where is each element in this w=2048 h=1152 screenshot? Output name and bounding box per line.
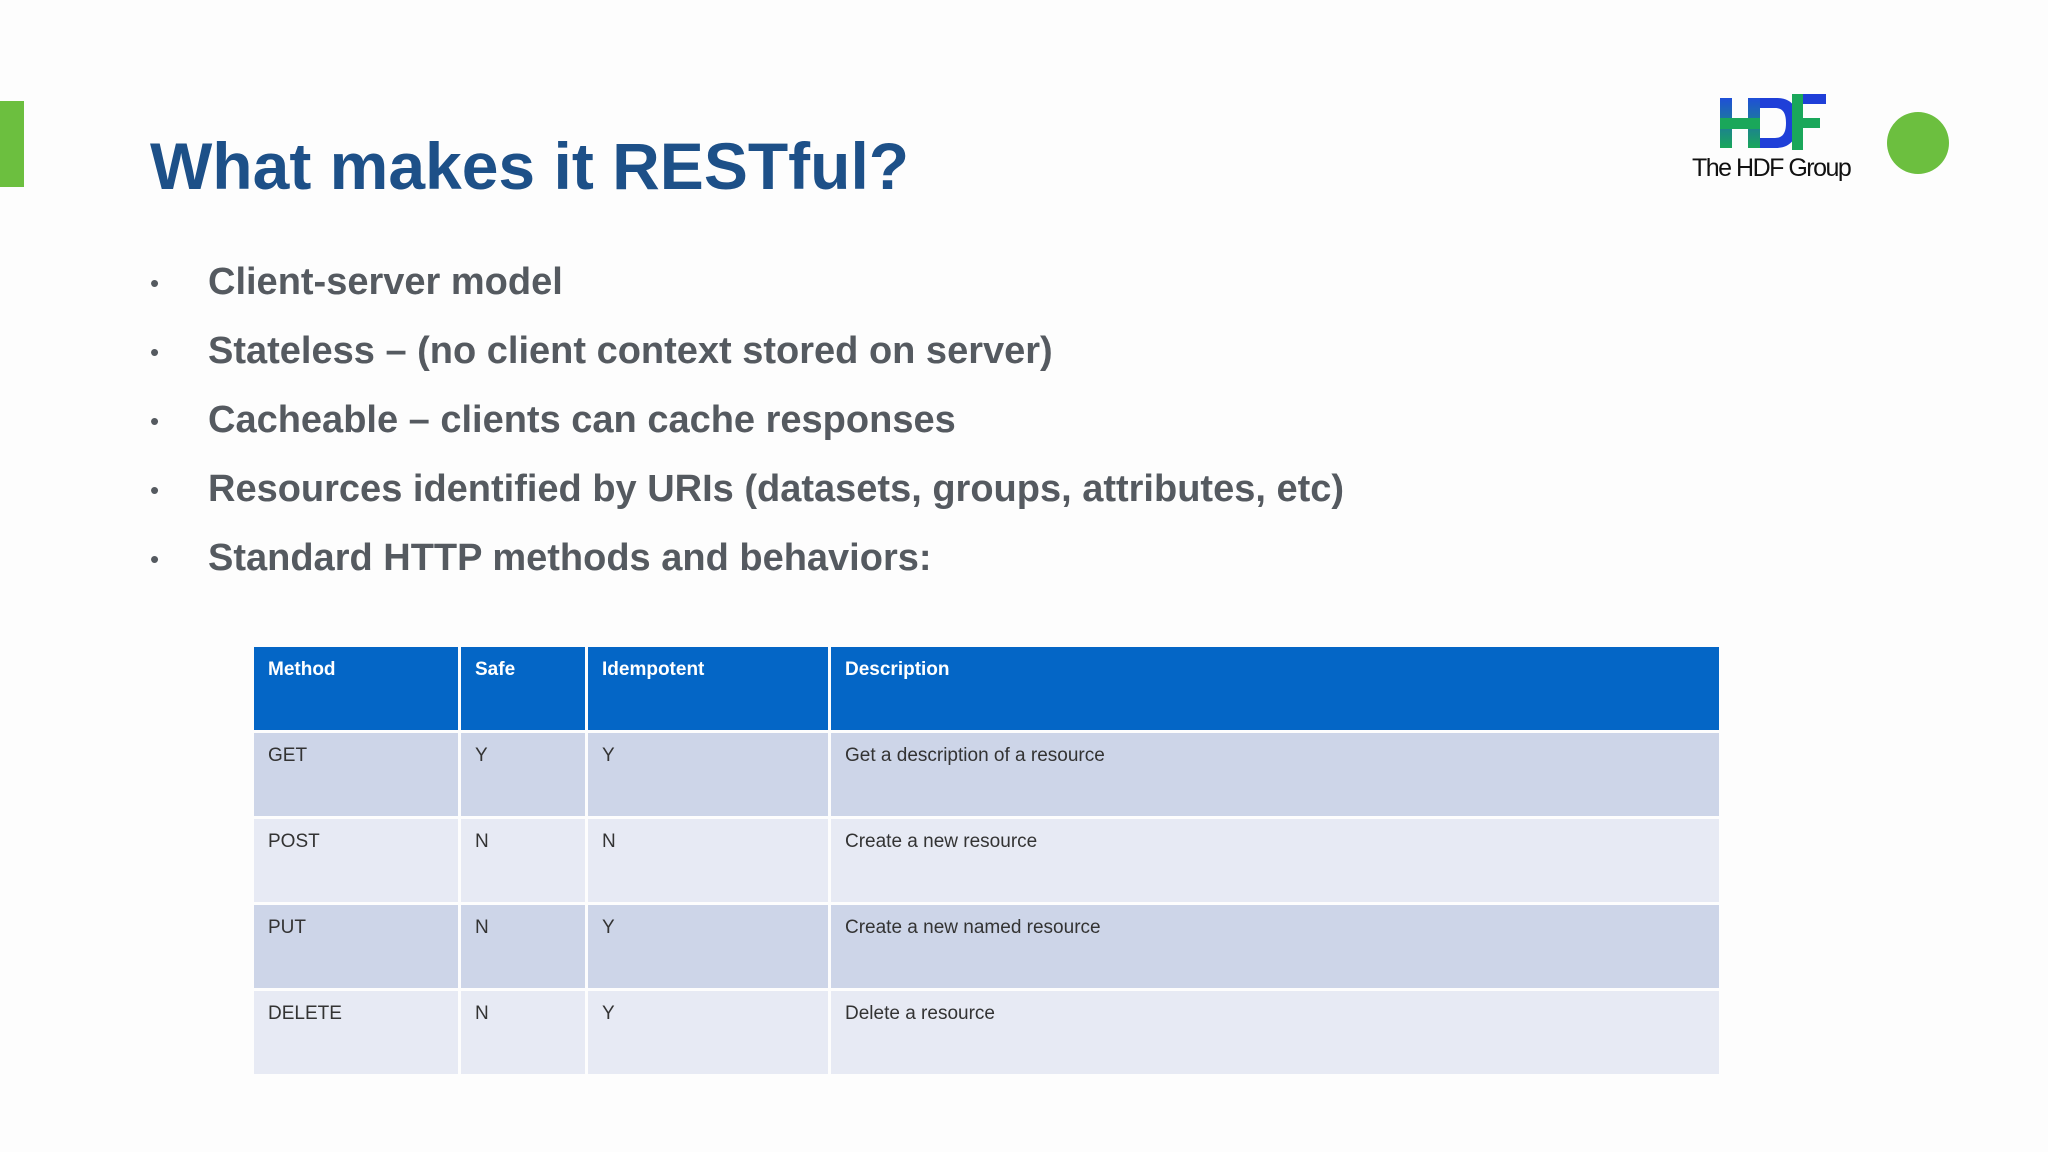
cell-description: Get a description of a resource — [831, 733, 1719, 816]
bullet-text: Standard HTTP methods and behaviors: — [208, 537, 932, 579]
green-dot — [1887, 112, 1949, 174]
cell-idempotent: Y — [588, 991, 828, 1074]
bullet-marker: • — [150, 544, 160, 574]
table-row — [254, 733, 1719, 816]
cell-method: POST — [254, 819, 458, 902]
bullet-item — [150, 321, 1344, 390]
bullet-item — [150, 528, 1344, 597]
table-row — [254, 819, 1719, 902]
bullet-list — [150, 252, 1344, 597]
cell-description: Delete a resource — [831, 991, 1719, 1074]
http-methods-table — [251, 644, 1722, 1077]
column-header-idempotent: Idempotent — [588, 647, 828, 730]
cell-description: Create a new resource — [831, 819, 1719, 902]
bullet-marker: • — [150, 268, 160, 298]
bullet-marker: • — [150, 337, 160, 367]
table-header-row — [254, 647, 1719, 730]
logo-text: The HDF Group — [1692, 154, 1851, 182]
slide-title: What makes it RESTful? — [150, 129, 910, 203]
table-row — [254, 991, 1719, 1074]
bullet-item — [150, 459, 1344, 528]
bullet-text: Resources identified by URIs (datasets, groups, attributes, etc) — [208, 468, 1345, 510]
bullet-text: Client-server model — [208, 261, 563, 303]
hdf-logo-mark-icon — [1718, 92, 1828, 154]
column-header-safe: Safe — [461, 647, 585, 730]
cell-method: DELETE — [254, 991, 458, 1074]
cell-safe: Y — [461, 733, 585, 816]
bullet-marker: • — [150, 406, 160, 436]
cell-method: PUT — [254, 905, 458, 988]
cell-idempotent: Y — [588, 905, 828, 988]
table-row — [254, 905, 1719, 988]
cell-idempotent: Y — [588, 733, 828, 816]
bullet-text: Stateless – (no client context stored on server) — [208, 330, 1053, 372]
column-header-method: Method — [254, 647, 458, 730]
hdf-group-logo — [1688, 88, 1851, 192]
bullet-text: Cacheable – clients can cache responses — [208, 399, 956, 441]
cell-idempotent: N — [588, 819, 828, 902]
accent-bar — [0, 101, 24, 187]
cell-method: GET — [254, 733, 458, 816]
bullet-item — [150, 252, 1344, 321]
bullet-item — [150, 390, 1344, 459]
column-header-description: Description — [831, 647, 1719, 730]
cell-safe: N — [461, 819, 585, 902]
cell-safe: N — [461, 991, 585, 1074]
bullet-marker: • — [150, 475, 160, 505]
cell-description: Create a new named resource — [831, 905, 1719, 988]
cell-safe: N — [461, 905, 585, 988]
